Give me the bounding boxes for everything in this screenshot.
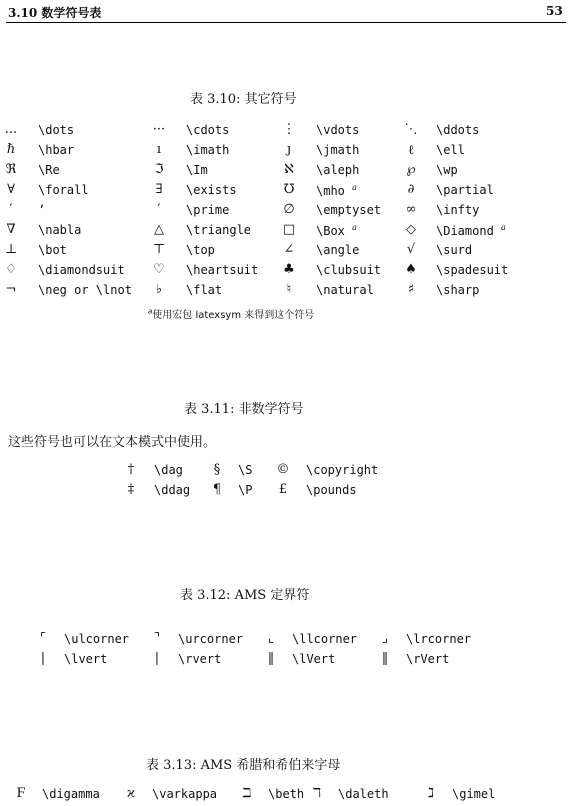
table-310-command [316,143,359,157]
table-310-symbol: ȷ [286,142,292,157]
table-312-command [178,632,243,646]
table-310-command [38,123,74,137]
command-text: \Re [38,163,60,177]
table-310-symbol: ∇ [6,222,16,237]
table-310-symbol: ℧ [283,182,295,197]
footnote-mark: a [148,307,153,316]
table-310-symbol: ℏ [6,142,16,157]
table-310-symbol: ℘ [406,162,416,177]
command-text: \forall [38,183,89,197]
table-310-command [38,263,125,277]
table-310-symbol: √ [406,242,416,257]
command-text: \pounds [306,483,357,497]
command-text: \varkappa [152,787,218,801]
command-text: \neg or \lnot [38,283,132,297]
table-312-symbol: ⌟ [381,631,389,646]
table-310-command [38,283,132,297]
table-310-command [38,163,60,177]
command-text: \lvert [64,652,108,666]
table-310-symbol: ℜ [5,162,17,177]
table-311-command [238,483,252,497]
command-text: \nabla [38,223,82,237]
command-text: \digamma [42,787,100,801]
command-text: \dots [38,123,75,137]
table-311-command [154,463,183,477]
table-310-command [316,223,357,238]
table-311-symbol: £ [278,482,288,497]
command-text: \Box [316,224,345,238]
page-number: 53 [546,4,563,18]
table-311-symbol: © [276,462,290,477]
table-310-command [38,223,81,237]
table-310-symbol: ∃ [155,182,163,197]
command-text: \emptyset [316,203,382,217]
table-3-10-caption: 表 3.10: 其它符号 [190,92,297,107]
command-text: \imath [186,143,230,157]
table-312-command [406,632,471,646]
table-313-symbol: ℷ [427,786,435,801]
table-313-symbol: Ϝ [16,786,26,801]
table-310-symbol: △ [154,222,164,237]
table-310-command [436,243,472,257]
table-310-symbol: ı [156,142,162,157]
table-310-command [316,163,359,177]
table-310-command [436,183,494,197]
header-rule [6,22,566,23]
command-text: \llcorner [292,632,358,646]
table-310-command [316,263,381,277]
command-text: \exists [186,183,237,197]
command-text: \surd [436,243,473,257]
table-313-command [452,787,495,801]
table-310-symbol: ... [4,122,18,137]
table-312-symbol: ⌝ [153,631,161,646]
table-310-command [186,243,215,257]
table-311-command [306,483,357,497]
table-313-command [338,787,389,801]
command-text: \clubsuit [316,263,382,277]
table-310-symbol: ♭ [155,282,163,297]
table-310-command [186,203,229,217]
command-text: \vdots [316,123,360,137]
table-310-symbol: ℵ [284,162,294,177]
footnote-ref: a [352,183,357,192]
command-text: \partial [436,183,494,197]
table-310-symbol: ··· [152,122,166,137]
command-text: \wp [436,163,458,177]
table-310-symbol: ℓ [407,143,415,158]
table-311-symbol: § [213,462,221,477]
table-310-command [186,223,251,237]
command-text: \copyright [306,463,379,477]
table-311-symbol: ‡ [127,482,135,497]
command-text: \mho [316,184,345,198]
table-310-command [436,283,479,297]
command-text: \ddag [154,483,191,497]
table-310-symbol: ∂ [407,182,415,197]
command-text: \beth [268,787,305,801]
table-313-symbol: ℸ [312,786,322,801]
table-310-symbol: ♯ [407,282,415,297]
command-text: ’ [38,203,46,217]
table-310-command [186,163,208,177]
table-3-11-intro: 这些符号也可以在文本模式中使用。 [8,435,217,450]
table-310-command [186,143,229,157]
table-310-symbol: ⊤ [152,242,166,257]
table-310-command [436,163,458,177]
table-310-symbol: ′ [9,202,13,217]
table-310-symbol: □ [282,222,296,237]
table-3-13-caption: 表 3.13: AMS 希腊和希伯来字母 [146,758,341,773]
table-310-symbol: ∅ [283,202,295,217]
command-text: \Im [186,163,208,177]
command-text: \infty [436,203,480,217]
command-text: \heartsuit [186,263,259,277]
table-312-command [292,632,357,646]
table-310-command [38,243,67,257]
table-310-symbol: ′ [157,202,161,217]
command-text: \ulcorner [64,632,130,646]
table-310-command [186,183,237,197]
table-310-command [38,143,74,157]
command-text: \rvert [178,652,222,666]
table-310-command [316,183,357,198]
command-text: \urcorner [178,632,244,646]
table-310-command [316,123,359,137]
command-text: \spadesuit [436,263,509,277]
table-312-command [64,632,129,646]
command-text: \daleth [338,787,389,801]
table-310-symbol: ♠ [405,262,417,277]
table-312-symbol: | [40,651,46,666]
table-310-command [436,143,465,157]
table-312-command [292,652,335,666]
command-text: \S [238,463,253,477]
table-310-command [436,123,479,137]
command-text: \aleph [316,163,360,177]
table-310-symbol: ∀ [7,182,15,197]
table-310-symbol: ∞ [405,202,417,217]
table-312-symbol: ⌞ [267,631,275,646]
table-310-command [186,263,258,277]
table-312-symbol: ⌜ [39,631,47,646]
table-310-command [436,203,479,217]
table-3-12-caption: 表 3.12: AMS 定界符 [180,588,310,603]
command-text: \Diamond [436,224,494,238]
command-text: \dag [154,463,183,477]
table-310-command [38,203,45,217]
table-310-symbol: ♮ [286,282,292,297]
command-text: \cdots [186,123,230,137]
table-312-symbol: ‖ [381,651,389,666]
table-313-symbol: ϰ [126,786,136,801]
table-312-symbol: ‖ [267,651,275,666]
table-310-command [316,243,359,257]
command-text: \hbar [38,143,75,157]
table-310-command [436,263,508,277]
table-312-command [64,652,107,666]
table-310-symbol: ⋮ [282,122,296,137]
table-310-symbol: ♡ [153,262,165,277]
command-text: \ddots [436,123,480,137]
table-310-command [186,123,229,137]
table-313-command [268,787,304,801]
table-310-command [316,203,381,217]
command-text: \jmath [316,143,360,157]
table-312-command [178,652,221,666]
command-text: \prime [186,203,230,217]
command-text: \P [238,483,253,497]
table-310-symbol: ♢ [5,262,17,277]
table-310-command [38,183,89,197]
table-310-symbol: ℑ [154,162,164,177]
command-text: \sharp [436,283,480,297]
table-310-symbol: ⋱ [404,122,418,137]
table-310-symbol: ¬ [5,282,17,297]
table-311-symbol: † [127,462,135,477]
command-text: \lVert [292,652,336,666]
table-310-command [316,283,374,297]
running-header-section: 3.10 数学符号表 [8,6,102,20]
table-313-command [152,787,217,801]
command-text: \triangle [186,223,252,237]
command-text: \lrcorner [406,632,472,646]
table-313-command [42,787,100,801]
command-text: \top [186,243,215,257]
command-text: \diamondsuit [38,263,125,277]
footnote-ref: a [501,223,506,232]
table-310-command [186,283,222,297]
footnote-text: 使用宏包 latexsym 来得到这个符号 [152,310,315,321]
table-311-command [238,463,252,477]
table-311-command [154,483,190,497]
footnote-ref: a [352,223,357,232]
command-text: \natural [316,283,374,297]
table-310-symbol: ♣ [283,262,295,277]
table-3-11-caption: 表 3.11: 非数学符号 [184,402,304,417]
command-text: \rVert [406,652,450,666]
table-312-command [406,652,449,666]
table-310-symbol: ∠ [283,242,295,257]
table-3-10-footnote [148,306,314,321]
table-311-symbol: ¶ [212,482,222,497]
command-text: \flat [186,283,223,297]
command-text: \ell [436,143,465,157]
table-310-command [436,223,506,238]
table-311-command [306,463,378,477]
command-text: \gimel [452,787,496,801]
table-310-symbol: ⊥ [4,242,18,257]
table-313-symbol: ℶ [242,786,252,801]
table-312-symbol: | [154,651,160,666]
command-text: \bot [38,243,67,257]
command-text: \angle [316,243,360,257]
table-310-symbol: ◇ [406,222,416,237]
